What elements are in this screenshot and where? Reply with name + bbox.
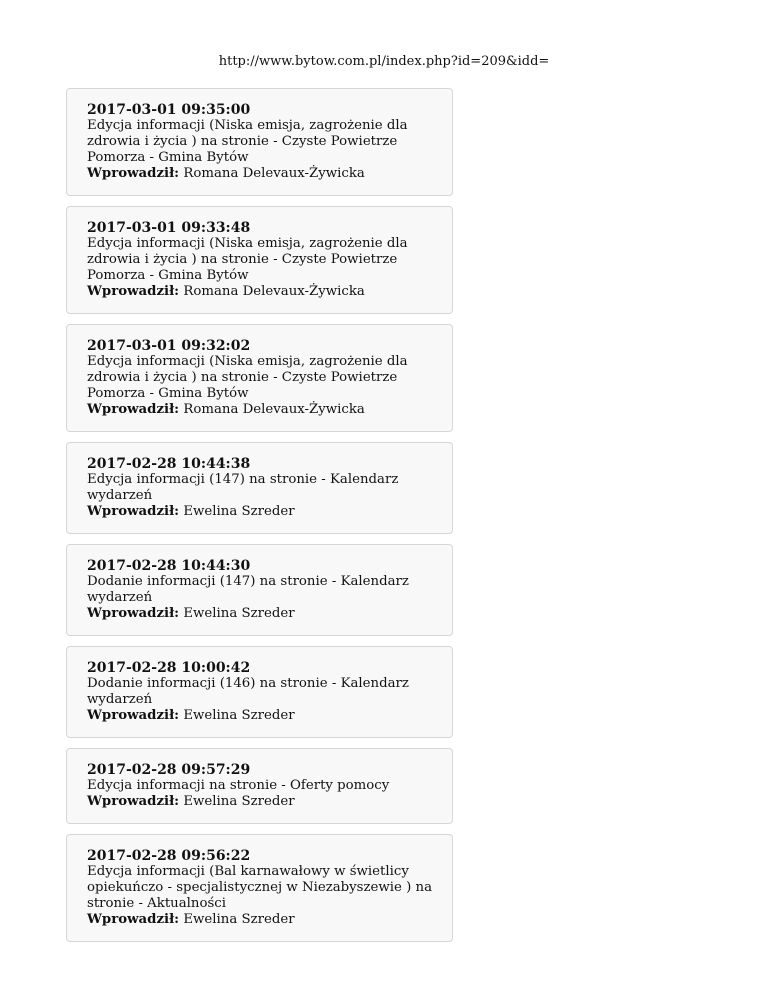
entry-description: Edycja informacji na stronie - Oferty pomocy <box>87 778 390 793</box>
author-label: Wprowadził: <box>87 284 180 299</box>
entry-date: 2017-03-01 09:33:48 <box>87 220 251 236</box>
entry-date: 2017-03-01 09:35:00 <box>87 102 251 118</box>
entry-author-line <box>87 912 432 928</box>
entry-author: Ewelina Szreder <box>183 708 295 723</box>
page-url: http://www.bytow.com.pl/index.php?id=209&idd= <box>218 54 550 69</box>
log-entry <box>66 646 453 738</box>
entry-date: 2017-02-28 09:56:22 <box>87 848 251 864</box>
entry-description: Edycja informacji (147) na stronie - Kalendarz wydarzeń <box>87 472 399 503</box>
entry-description: Edycja informacji (Niska emisja, zagrożenie dla zdrowia i życia ) na stronie - Czyste Powietrze Pomorza - Gmina Bytów <box>87 236 408 283</box>
entry-date: 2017-02-28 10:00:42 <box>87 660 251 676</box>
author-label: Wprowadził: <box>87 402 180 417</box>
log-entry <box>66 324 453 432</box>
entry-description: Edycja informacji (Niska emisja, zagrożenie dla zdrowia i życia ) na stronie - Czyste Powietrze Pomorza - Gmina Bytów <box>87 118 408 165</box>
entry-date: 2017-02-28 10:44:30 <box>87 558 251 574</box>
log-entry <box>66 748 453 824</box>
entry-author: Ewelina Szreder <box>183 606 295 621</box>
log-entry <box>66 544 453 636</box>
entry-author: Romana Delevaux-Żywicka <box>183 166 365 181</box>
entry-date: 2017-02-28 10:44:38 <box>87 456 251 472</box>
author-label: Wprowadził: <box>87 912 180 927</box>
entry-date: 2017-03-01 09:32:02 <box>87 338 251 354</box>
entry-list <box>66 88 453 952</box>
entry-author-line <box>87 794 432 810</box>
entry-description: Edycja informacji (Niska emisja, zagrożenie dla zdrowia i życia ) na stronie - Czyste Powietrze Pomorza - Gmina Bytów <box>87 354 408 401</box>
entry-author: Romana Delevaux-Żywicka <box>183 284 365 299</box>
entry-author-line <box>87 166 432 182</box>
entry-author: Ewelina Szreder <box>183 912 295 927</box>
entry-author-line <box>87 402 432 418</box>
entry-description: Dodanie informacji (146) na stronie - Kalendarz wydarzeń <box>87 676 409 707</box>
log-entry <box>66 88 453 196</box>
author-label: Wprowadził: <box>87 708 180 723</box>
author-label: Wprowadził: <box>87 606 180 621</box>
log-entry <box>66 442 453 534</box>
log-entry <box>66 206 453 314</box>
entry-author-line <box>87 504 432 520</box>
author-label: Wprowadził: <box>87 504 180 519</box>
entry-author: Ewelina Szreder <box>183 504 295 519</box>
entry-description: Dodanie informacji (147) na stronie - Kalendarz wydarzeń <box>87 574 409 605</box>
entry-author-line <box>87 606 432 622</box>
entry-author-line <box>87 284 432 300</box>
log-entry <box>66 834 453 942</box>
entry-description: Edycja informacji (Bal karnawałowy w świetlicy opiekuńczo - specjalistycznej w Niezabyszewie ) na stronie - Aktualności <box>87 864 433 911</box>
author-label: Wprowadził: <box>87 794 180 809</box>
author-label: Wprowadził: <box>87 166 180 181</box>
entry-author-line <box>87 708 432 724</box>
entry-author: Romana Delevaux-Żywicka <box>183 402 365 417</box>
entry-date: 2017-02-28 09:57:29 <box>87 762 251 778</box>
entry-author: Ewelina Szreder <box>183 794 295 809</box>
